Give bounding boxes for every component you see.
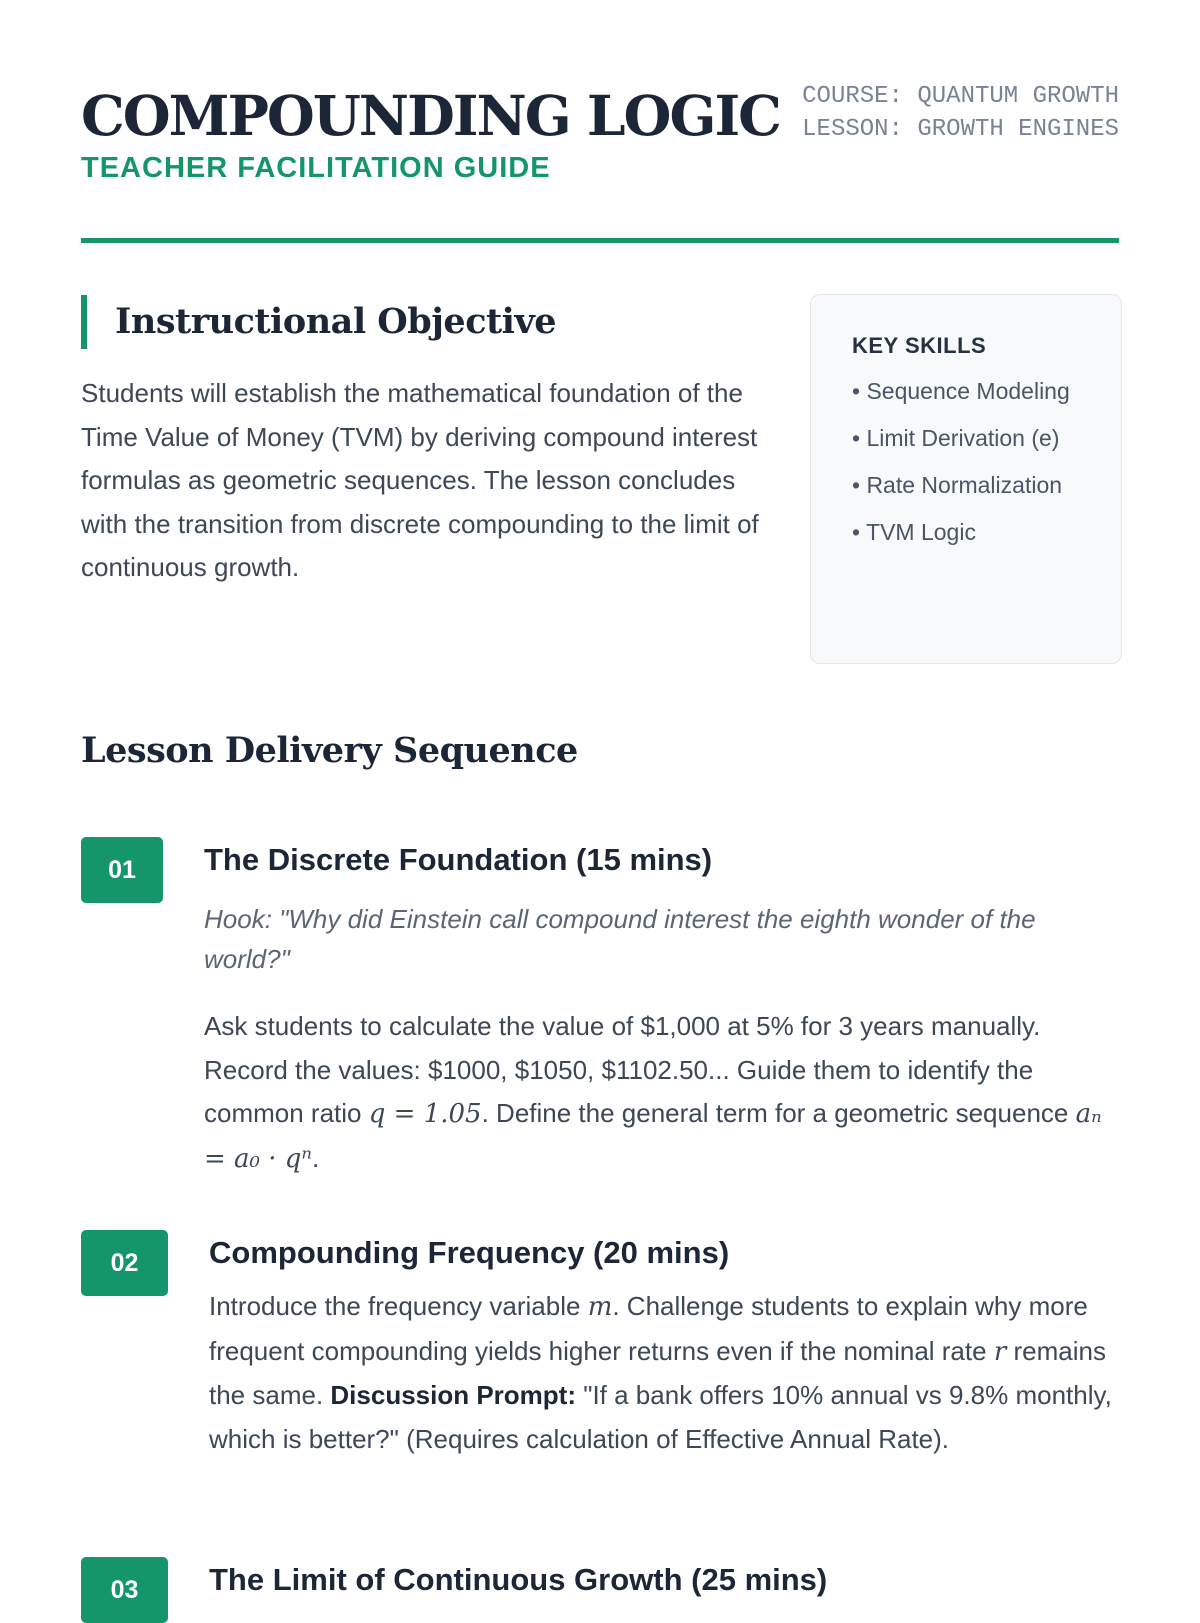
skill-item: • Limit Derivation (e) [852, 425, 1060, 451]
step-content [209, 1235, 1119, 1461]
step-body-text: . [311, 1142, 320, 1173]
step-content [204, 842, 1119, 1181]
step-number-badge: 03 [81, 1557, 168, 1623]
ratio-formula: q = 1.05 [368, 1099, 482, 1129]
rate-variable: r [993, 1336, 1007, 1367]
step-title: The Discrete Foundation (15 mins) [204, 842, 713, 877]
objective-section [81, 243, 1119, 663]
step-body [204, 1005, 1119, 1181]
objective-text: Students will establish the mathematical foundation of the Time Value of Money (TVM) by deriving compound interest formulas as geometric sequences. The lesson concludes with the transition from discrete compounding to the limit of continuous growth. [81, 378, 759, 582]
step-body-text: remains the same. [209, 1335, 1106, 1410]
document-subtitle: TEACHER FACILITATION GUIDE [81, 152, 551, 184]
step-title: Compounding Frequency (20 mins) [209, 1235, 730, 1270]
skill-item: • TVM Logic [852, 519, 976, 545]
step-number-badge: 01 [81, 837, 163, 903]
lesson-sequence-heading: Lesson Delivery Sequence [81, 730, 578, 771]
step-body-text: . Define the general term for a geometric sequence [481, 1098, 1076, 1128]
general-term-formula: aₙ = a₀ · qⁿ [204, 1099, 1102, 1174]
key-skills-card [810, 294, 1122, 664]
step-body-text: Introduce the frequency variable [209, 1291, 588, 1321]
objective-heading: Instructional Objective [81, 295, 556, 349]
key-skills-list [852, 375, 1101, 549]
skill-item: • Rate Normalization [852, 472, 1063, 498]
lesson-label: LESSON: GROWTH ENGINES [802, 116, 1119, 143]
course-meta [802, 80, 1119, 146]
step-content [209, 1562, 1119, 1598]
step-body [209, 1285, 1119, 1461]
step-title: The Limit of Continuous Growth (25 mins) [209, 1562, 828, 1597]
step-hook: Hook: "Why did Einstein call compound interest the eighth wonder of the world?" [204, 904, 1036, 974]
step-number-badge: 02 [81, 1230, 168, 1296]
key-skills-title: KEY SKILLS [852, 333, 987, 358]
step-body-text: . Challenge students to explain why more frequent compounding yields higher returns even if the nominal rate [209, 1291, 1088, 1366]
frequency-variable: m [587, 1292, 613, 1322]
discussion-prompt-label: Discussion Prompt: [330, 1380, 576, 1410]
step-body-text: Ask students to calculate the value of $1,000 at 5% for 3 years manually. Record the values: $1000, $1050, $1102.50... Guide them to identify the common ratio [204, 1011, 1041, 1128]
skill-item: • Sequence Modeling [852, 378, 1070, 404]
document-title: COMPOUNDING LOGIC [81, 83, 780, 148]
course-label: COURSE: QUANTUM GROWTH [802, 83, 1119, 110]
document-header [81, 0, 1119, 243]
step-body-text: "If a bank offers 10% annual vs 9.8% monthly, which is better?" (Requires calculation of Effective Annual Rate). [209, 1380, 1112, 1454]
